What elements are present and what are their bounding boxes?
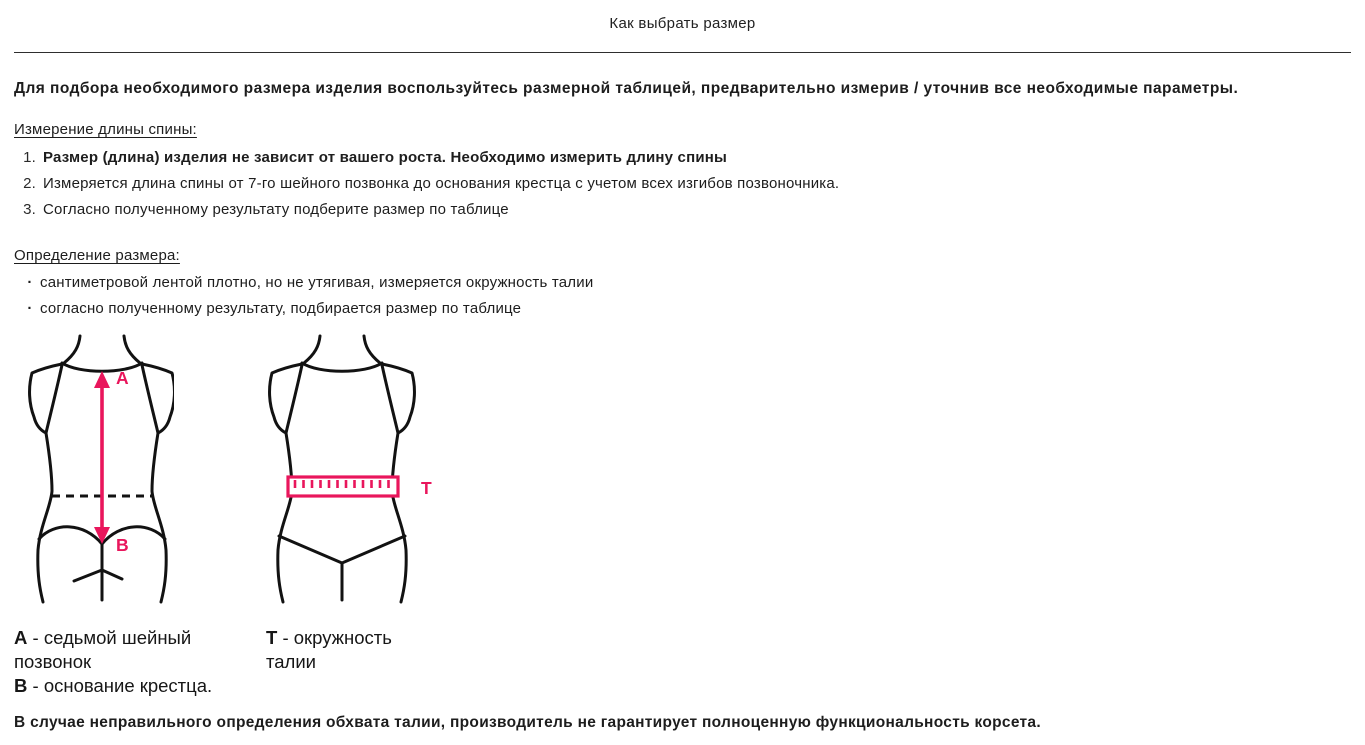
intro-paragraph: Для подбора необходимого размера изделия воспользуйтесь размерной таблицей, предварительно измерив / уточнив все необходимые параметры. (14, 80, 1239, 97)
diagram-legend (14, 626, 1351, 698)
legend-item-a (14, 627, 191, 672)
section-heading-size-determination: Определение размера: (14, 247, 180, 264)
legend-column-front (266, 626, 436, 698)
legend-column-back (14, 626, 244, 698)
bullet-item-text: сантиметровой лентой плотно, но не утягивая, измеряется окружность талии (40, 274, 594, 291)
bullet-icon: · (27, 274, 33, 291)
legend-text-a: - седьмой шейный позвонок (14, 627, 192, 672)
legend-item-t (266, 627, 392, 672)
list-item (14, 145, 1351, 171)
measurement-label-a: A (116, 368, 129, 388)
footer-note: В случае неправильного определения обхвата талии, производитель не гарантирует полноценную функциональность корсета. (14, 714, 1041, 731)
legend-item-b (14, 675, 212, 696)
front-view-figure (264, 334, 439, 604)
legend-letter-t: T (266, 627, 278, 648)
measurement-label-b: B (116, 535, 129, 555)
legend-text-b: - основание крестца. (27, 675, 213, 696)
measuring-tape (288, 477, 398, 496)
list-item-text: Согласно полученному результату подберите размер по таблице (43, 201, 509, 218)
page-title: Как выбрать размер (609, 15, 756, 32)
list-marker: 2. (23, 175, 36, 192)
list-marker: 3. (23, 201, 36, 218)
legend-letter-a: A (14, 627, 28, 648)
list-marker: 1. (23, 149, 36, 166)
back-view-figure (24, 334, 174, 604)
bullet-item-text: согласно полученному результату, подбирается размер по таблице (40, 300, 522, 317)
back-length-steps (14, 145, 1351, 223)
legend-letter-b: B (14, 675, 28, 696)
bullet-item (14, 270, 1351, 296)
list-item-text: Измеряется длина спины от 7-го шейного позвонка до основания крестца с учетом всех изгибов позвоночника. (43, 175, 840, 192)
legend-text-t: - окружность талии (266, 627, 392, 672)
list-item-text: Размер (длина) изделия не зависит от вашего роста. Необходимо измерить длину спины (43, 149, 728, 166)
list-item (14, 197, 1351, 223)
bullet-icon: · (27, 300, 33, 317)
spine-measurement-arrow (94, 371, 110, 544)
measurement-label-t: T (421, 478, 432, 498)
list-item (14, 171, 1351, 197)
section-heading-back-length: Измерение длины спины: (14, 121, 197, 138)
body-outline (270, 336, 415, 602)
divider (14, 52, 1351, 53)
bullet-item (14, 296, 1351, 322)
measurement-diagrams (14, 334, 1351, 604)
size-determination-bullets (14, 270, 1351, 322)
